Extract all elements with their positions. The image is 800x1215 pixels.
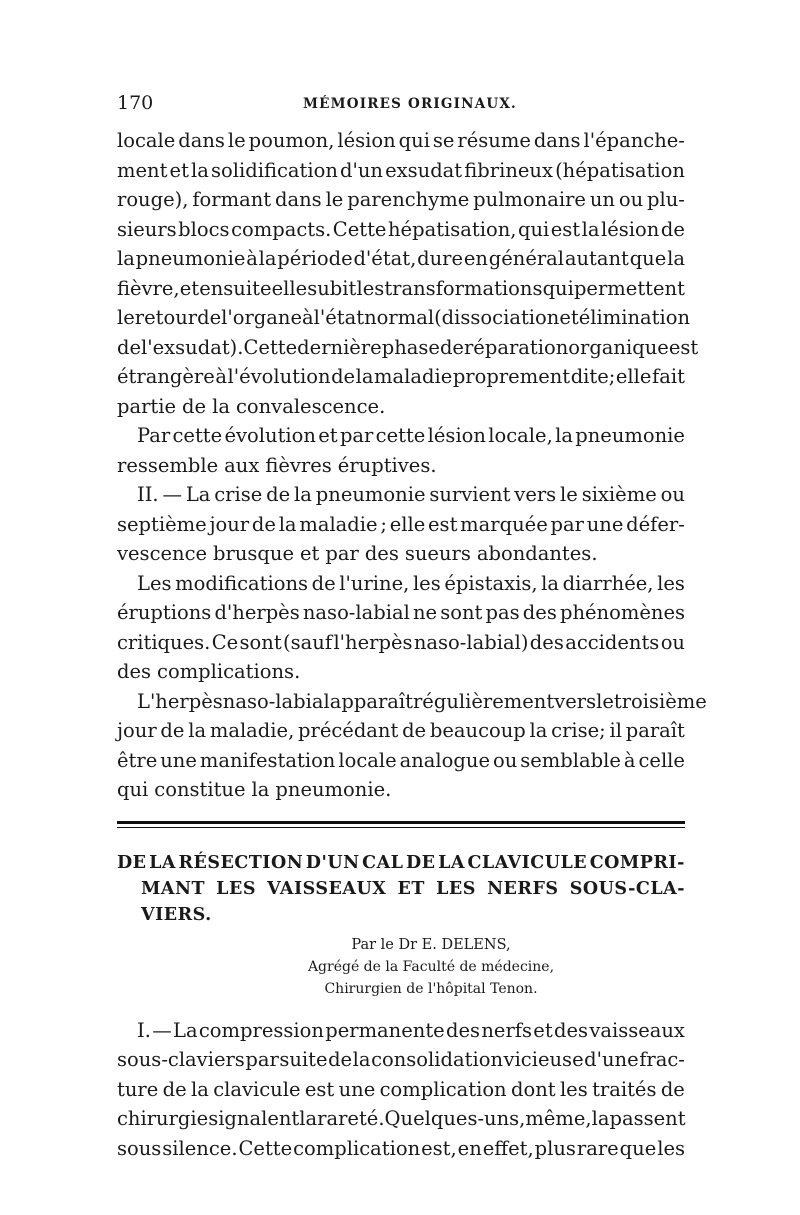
text-line: ture de la clavicule est une complication dont les traités de xyxy=(117,1077,685,1101)
text-line: critiques. Ce sont (sauf l'herpès naso-labial) des accidents ou xyxy=(117,630,685,654)
text-line: sieurs blocs compacts. Cette hépatisation, qui est la lésion de xyxy=(117,217,685,241)
title-line: MANT LES VAISSEAUX ET LES NERFS SOUS-CLA- xyxy=(141,878,685,899)
text-line: sous silence. Cette complication est, en effet, plus rare que les xyxy=(117,1136,685,1160)
title-line: VIERS. xyxy=(141,904,212,925)
text-line: chirurgie signalent la rareté. Quelques-uns, même, la passent xyxy=(117,1107,686,1130)
text-line: II. — La crise de la pneumonie survient vers le sixième ou xyxy=(137,483,685,506)
text-line: rouge), formant dans le parenchyme pulmonaire un ou plu- xyxy=(117,188,685,211)
book-page xyxy=(117,92,707,1163)
title-line: DE LA RÉSECTION D'UN CAL DE LA CLAVICULE COMPRI- xyxy=(117,852,685,873)
affiliation-line: Agrégé de la Faculté de médecine, xyxy=(307,958,555,975)
text-line: ment et la solidification d'un exsudat fibrineux (hépatisation xyxy=(117,158,685,182)
text-line: partie de la convalescence. xyxy=(117,394,386,418)
affiliation-line: Chirurgien de l'hôpital Tenon. xyxy=(324,980,538,997)
text-line: locale dans le poumon, lésion qui se résume dans l'épanche- xyxy=(117,129,685,152)
text-line: L'herpès naso-labial apparaît régulièrement vers le troisième xyxy=(137,689,707,713)
section-divider xyxy=(117,821,685,828)
running-title: MÉMOIRES ORIGINAUX. xyxy=(303,96,517,112)
text-line: septième jour de la maladie ; elle est marquée par une défer- xyxy=(117,512,685,536)
running-head xyxy=(117,92,685,126)
body-text xyxy=(117,126,707,805)
page-number: 170 xyxy=(117,92,154,114)
text-line: des complications. xyxy=(117,660,301,683)
text-line: être une manifestation locale analogue ou semblable à celle xyxy=(117,748,685,772)
text-line: vescence brusque et par des sueurs abondantes. xyxy=(117,542,598,565)
article-title xyxy=(117,850,685,928)
text-line: fièvre, et ensuite elle subit les transformations qui permettent xyxy=(117,276,685,300)
text-line: le retour de l'organe à l'état normal (dissociation et élimination xyxy=(117,306,691,329)
text-line: la pneumonie à la période d'état, dure en général autant que la xyxy=(117,247,685,270)
text-line: de l'exsudat). Cette dernière phase de réparation organique est xyxy=(117,335,699,359)
text-line: éruptions d'herpès naso-labial ne sont pas des phénomènes xyxy=(117,601,685,624)
article-text xyxy=(117,1016,685,1164)
divider-thin-rule xyxy=(117,827,685,828)
author-line: Par le Dr E. DELENS, xyxy=(351,936,511,953)
divider-thick-rule xyxy=(117,821,685,824)
text-line: ressemble aux fièvres éruptives. xyxy=(117,453,437,477)
text-line: qui constitue la pneumonie. xyxy=(117,778,392,801)
text-line: Les modifications de l'urine, les épistaxis, la diarrhée, les xyxy=(137,571,685,595)
text-line: I. — La compression permanente des nerfs et des vaisseaux xyxy=(137,1018,685,1042)
text-line: sous-claviers par suite de la consolidation vicieuse d'une frac- xyxy=(117,1048,685,1071)
text-line: Par cette évolution et par cette lésion locale, la pneumonie xyxy=(137,424,685,447)
text-line: étrangère à l'évolution de la maladie proprement dite; elle fait xyxy=(117,365,685,388)
text-line: jour de la maladie, précédant de beaucoup la crise; il paraît xyxy=(117,719,685,742)
